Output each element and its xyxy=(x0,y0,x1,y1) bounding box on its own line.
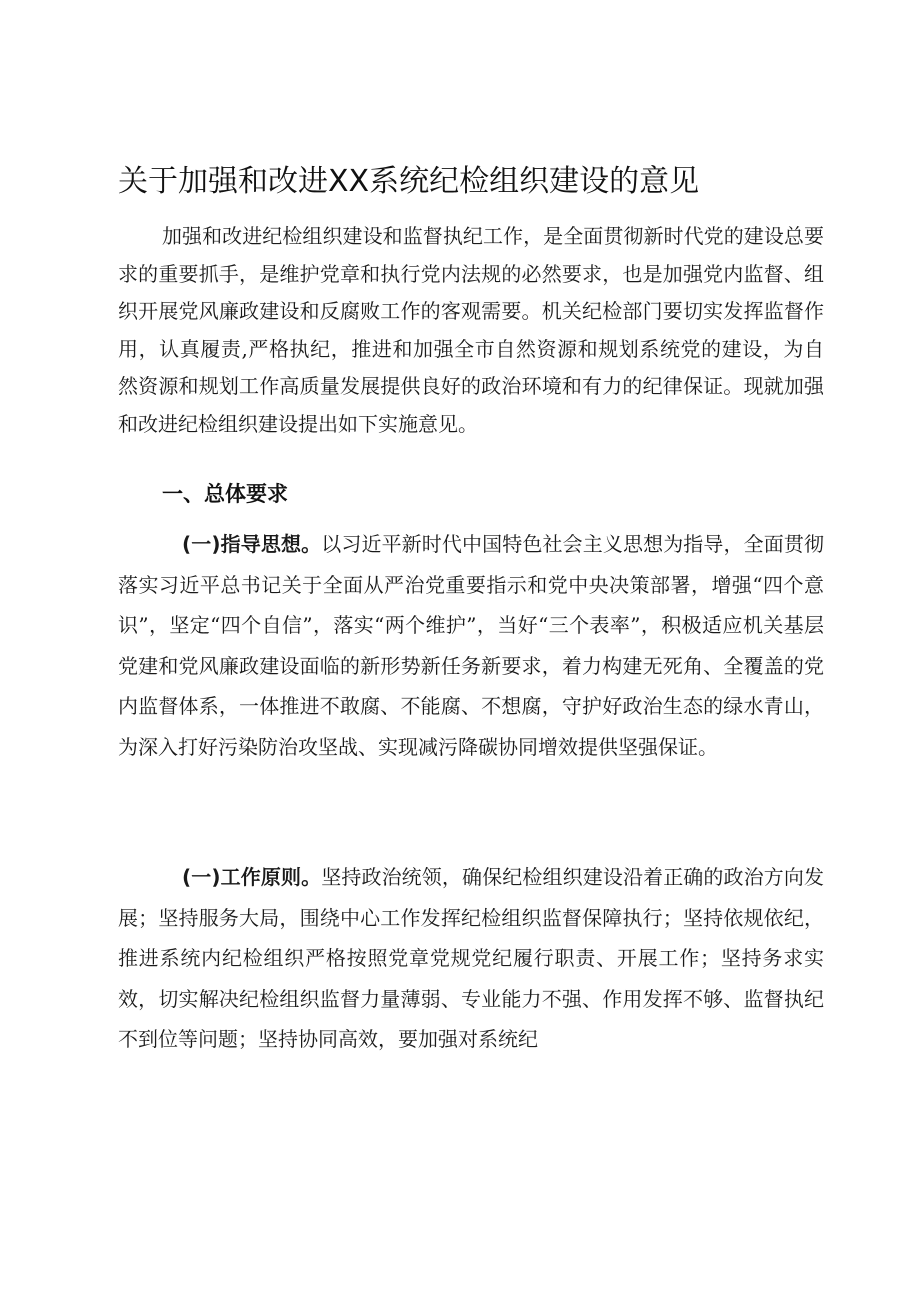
guiding-ideology-lead: (一)指导思想。 xyxy=(182,532,322,556)
guiding-ideology-paragraph xyxy=(118,524,824,767)
work-principles-text: 坚持政治统领，确保纪检组织建设沿着正确的政治方向发展；坚持服务大局，围绕中心工作发挥纪检组织监督保障执行；坚持依规依纪，推进系统内纪检组织严格按照党章党规党纪履行职责、开展工作；坚持务求实效，切实解决纪检组织监督力量薄弱、专业能力不强、作用发挥不够、监督执纪不到位等问题；坚持协同高效，要加强对系统纪 xyxy=(118,865,825,1051)
work-principles-paragraph xyxy=(118,857,824,1060)
work-principles-lead: (一)工作原则。 xyxy=(182,865,322,889)
intro-paragraph: 加强和改进纪检组织建设和监督执纪工作，是全面贯彻新时代党的建设总要求的重要抓手，是维护党章和执行党内法规的必然要求，也是加强党内监督、组织开展党风廉政建设和反腐败工作的客观需要。机关纪检部门要切实发挥监督作用，认真履责,严格执纪，推进和加强全市自然资源和规划系统党的建设，为自然资源和规划工作高质量发展提供良好的政治环境和有力的纪律保证。现就加强和改进纪检组织建设提出如下实施意见。 xyxy=(118,224,824,436)
section-heading-general-requirements: 一、总体要求 xyxy=(162,482,288,506)
document-title: 关于加强和改进XX系统纪检组织建设的意见 xyxy=(118,164,700,199)
guiding-ideology-text: 以习近平新时代中国特色社会主义思想为指导，全面贯彻落实习近平总书记关于全面从严治党重要指示和党中央决策部署，增强“四个意识”，坚定“四个自信”，落实“两个维护”，当好“三个表率”，积极适应机关基层党建和党风廉政建设面临的新形势新任务新要求，着力构建无死角、全覆盖的党内监督体系，一体推进不敢腐、不能腐、不想腐，守护好政治生态的绿水青山，为深入打好污染防治攻坚战、实现减污降碳协同增效提供坚强保证。 xyxy=(118,532,825,759)
